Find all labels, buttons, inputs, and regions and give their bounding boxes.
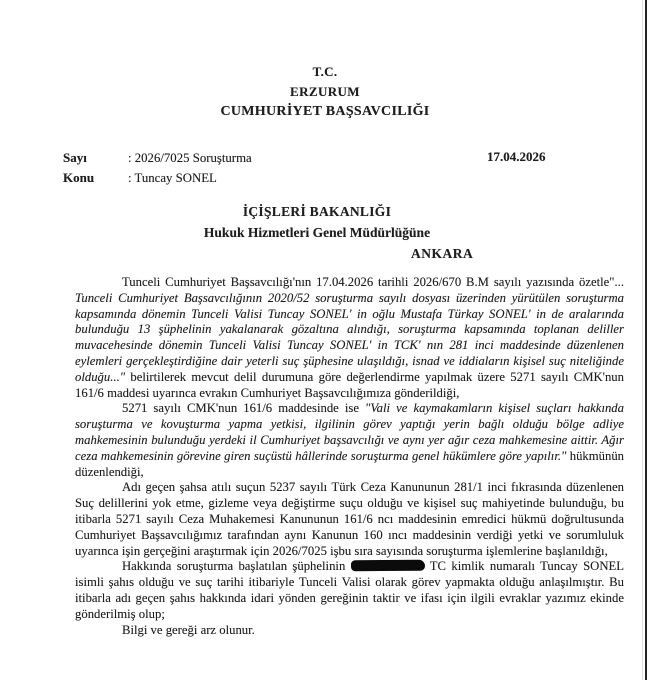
konu-value: : Tuncay SONEL: [128, 171, 217, 185]
body-text: 5271 sayılı CMK'nun 161/6 maddesinde ise: [122, 401, 366, 416]
paragraph: [75, 559, 624, 622]
letterhead-office: CUMHURİYET BAŞSAVCILIĞI: [220, 104, 430, 119]
konu-row: [63, 168, 650, 188]
recipient-department: Hukuk Hizmetleri Genel Müdürlüğüne: [203, 225, 431, 240]
body-text: hükmünün düzenlendiği,: [75, 448, 625, 479]
konu-label: Konu: [63, 170, 95, 185]
body-text: TC kimlik numaralı Tuncay SONEL isimli şahıs olduğu ve suç tarihi itibariyle Tunceli Valisi olarak görev yapmakta olduğu anlaşılmıştır. Bu itibarla adı geçen şahıs hakkında idari yönden gereğinin taktir ve ifası için ilgili evraklar yazımız ekinde gönderilmiş olup;: [75, 559, 624, 621]
recipient-city: ANKARA: [411, 246, 474, 261]
scan-edge-line: [645, 0, 647, 680]
sayi-value: : 2026/7025 Soruşturma: [128, 151, 252, 165]
quoted-text: Tunceli Cumhuriyet Başsavcılığının 2020/52 soruşturma sayılı dosyası üzerinden yürütülen soruşturma kapsamında dönemin Tunceli Valisi Tuncay SONEL' in oğlu Mustafa Türkay SONEL' in de aralarında bulunduğu 13 şüphelinin yakalanarak gözaltına alındığı, soruşturma kapsamında toplanan deliller muvacehesinde dönemin Tunceli Valisi Tuncay SONEL' in TCK' nın 281 inci maddesinde düzenlenen eylemleri gerçekleştirdiğine dair yeterli suç şüphesine ulaşıldığı, isnad ve iddiaların kişisel suç niteliğinde olduğu...": [75, 290, 624, 384]
body-text: Tunceli Cumhuriyet Başsavcılığı'nın 17.04.2026 tarihli 2026/670 B.M sayılı yazısında özetle"...: [122, 275, 624, 289]
quoted-text: "Vali ve kaymakamların kişisel suçları hakkında soruşturma ve kovuşturma yapma yetkisi, ilgilinin görev yaptığı yerin bağlı olduğu bölge adliye mahkemesinin bulunduğu yerdeki il Cumhuriyet başsavcılığı ve aynı yer ağır ceza mahkemesine aittir. Ağır ceza mahkemesinin görevine giren suçüstü hâllerinde soruşturma genel hükümlere göre yapılır.": [75, 401, 624, 463]
sayi-label: Sayı: [63, 150, 87, 165]
paragraph: [75, 623, 624, 639]
recipient-ministry: İÇİŞLERİ BAKANLIĞI: [242, 204, 392, 219]
paragraph: [75, 480, 624, 559]
letterhead: [0, 0, 650, 122]
paragraph: [75, 401, 624, 480]
sayi-row: [63, 148, 650, 168]
document-date: 17.04.2026: [487, 149, 546, 164]
body-text: Bilgi ve gereği arz olunur.: [122, 622, 255, 637]
body-paragraphs: [75, 275, 624, 638]
meta-block: [0, 148, 650, 188]
letterhead-city: ERZURUM: [290, 84, 360, 99]
scan-edge-shadow: [642, 0, 643, 680]
letterhead-republic: T.C.: [312, 64, 338, 79]
body-text: Adı geçen şahsa atılı suçun 5237 sayılı Türk Ceza Kanununun 281/1 inci fıkrasında düzenlenen Suç delillerini yok etme, gizleme veya değiştirme suçu olduğu ve kişisel suç mahiyetinde bulunduğu, bu itibarla 5271 sayılı Ceza Muhakemesi Kanununun 161/6 ncı maddesinin emredici hükmü doğrultusunda Cumhuriyet Başsavcılığımız tarafından aynı Kanunun 160 ıncı maddesinin verdiği yetki ve sorumluluk uyarınca işin gerçeğini araştırmak için 2026/7025 işbu sıra sayısında soruşturma işlemlerine başlanıldığı,: [75, 480, 624, 558]
body-text: Hakkında soruşturma başlatılan şüphelinin: [122, 559, 351, 574]
body-text: belirtilerek mevcut delil durumuna göre değerlendirme yapılmak üzere 5271 sayılı CMK'nun 161/6 maddesi uyarınca evrakın Cumhuriyet Başsavcılığımıza gönderildiği,: [75, 369, 624, 400]
recipient-block: [0, 201, 650, 264]
redaction-box: [351, 560, 425, 572]
paragraph: [75, 275, 624, 401]
